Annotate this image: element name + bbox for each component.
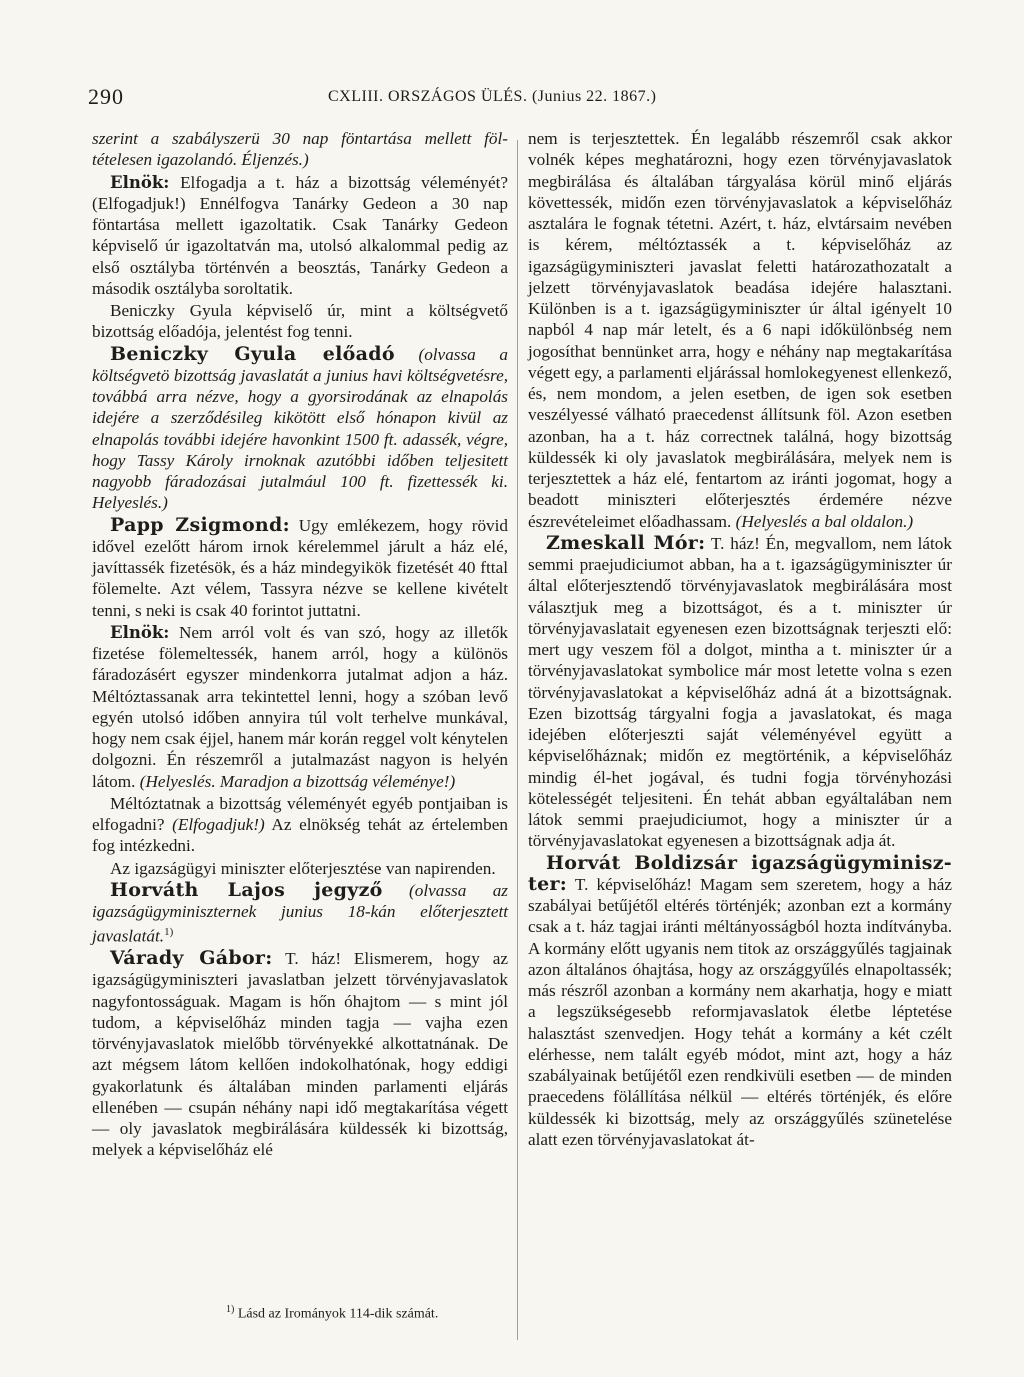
speech-text: T. ház! Elismerem, hogy az igazságügyminiszteri javaslatban jelzett törvényjavaslatok nagyfontosságuak. Magam is hőn óhajtom — s mint jól tudom, a képviselőház minden tagja — vajha ezen törvényjavaslatok mielőbb törvényekké alkottatnának. De azt mégsem látom kellően indokolhatónak, hogy eddigi gyakorlatunk és általában minden parlamenti eljárás ellenében — csupán néhány napi idő megtakarítása végett — oly javaslatok megbirálására küldessék ki bizottság, melyek a képviselőház elé — [92, 949, 508, 1160]
paragraph — [92, 515, 508, 621]
paragraph — [528, 128, 952, 532]
right-column — [528, 128, 952, 1151]
page-header — [88, 84, 954, 112]
paragraph — [92, 793, 508, 857]
footnote-mark: 1) — [226, 1304, 235, 1315]
speaker-name: Horvát Boldizsár igazságügyminisz-ter: — [528, 851, 952, 895]
paragraph — [92, 880, 508, 947]
remark: (Helyeslés a bal oldalon.) — [735, 511, 914, 531]
speech-text: Nem arról volt és van szó, hogy az illetők fizetése fölemeltessék, hanem arról, hogy a különös fáradozásért egyszer mindenkorra jutalmat adjon a ház. Méltóztassanak arra tekintettel lenni, hogy a szóban levő egyén utolsó időben annyira túl volt terhelve munkával, hogy nem csak éjjel, hanem már korán reggel volt kénytelen dolgozni. Én részemről a jutalmazást nagyon is helyén látom. — [92, 622, 509, 791]
speech-text: Az elnökség tehát az értelemben fog intézkedni. — [92, 815, 508, 856]
speech-text: T. ház! Én, megvallom, nem látok semmi praejudiciumot abban, ha a t. igazságügyminiszter úr által előterjesztendő törvényjavaslatok megbirálására most választjuk meg a bizottságot, és a t. miniszter úr törvényjavaslatait egyenesen ezen bizottságnak terjeszti elő: mert ugy veszem föl a dolgot, mintha a t. miniszter úr a törvényjavaslatokat symbolice már most letette volna s ezen törvényjavaslatokat a képviselőház adná át a bizottságnak. Ezen bizottság tárgyalni fogja a javaslatokat, és maga idejében előterjeszti saját véleményével együtt a képviselőháznak; midőn ez megtörténik, a képviselőház mindig él-het jogával, és tudni fogja törvényhozási kötelességét teljesiteni. Én tehát abban egyáltalában nem látok semmi praejudiciumot, hogy a miniszter úr a törvényjavaslatokat egyenesen a bizottságnak adja át. — [528, 533, 952, 851]
remark: (Helyeslés. Maradjon a bizottság véleménye!) — [139, 771, 456, 791]
speech-text: (olvassa az igazságügyminiszternek junius 18-kán előterjesztett javaslatát. — [92, 880, 508, 946]
paragraph — [92, 344, 508, 514]
speaker-name: Elnök: — [110, 172, 170, 192]
paragraph — [92, 172, 508, 300]
remark: (Elfogadjuk!) — [172, 815, 265, 834]
paragraph — [528, 853, 952, 1151]
footnote-text: Lásd az Irományok 114-dik számát. — [237, 1306, 439, 1322]
speech-text: Méltóztatnak a bizottság véleményét egyéb pontjaiban is elfogadni? — [92, 793, 508, 834]
paragraph — [92, 622, 508, 792]
speech-text: nem is terjesztettek. Én legalább részemről csak akkor volnék képes meghatározni, hogy ezen törvényjavaslatok megbirálása és általában tárgyalása körül minő eljárás követtessék, midőn ezen törvényjavaslatok a képviselőház asztalára le fognak tétetni. Azért, t. ház, elvtársaim nevében is kérem, méltóztassék a t. képviselőház az igazságügyminiszteri javaslat feletti határozathozatalt a jelzett törvényjavaslatok beadása idejére halasztani. Különben is a t. igazságügyminiszter úr által igényelt 10 napból 4 nap már letelt, és a 6 napi időkülönbség nem jogosíthat bennünket arra, hogy e néhány nap megtakarítása végett egy, a parlamenti eljárással homlokegyenest ellenkező, és, nem mondom, a jelen esetben, de igen sok esetben veszélyessé válható praecedenst állítsunk föl. Azon esetben azonban, ha a t. ház correctnek találná, hogy bizottság küldessék ki oly javaslatok megbirálására, melyek nem is terjesztettek a ház elé, fentartom az iránti jogomat, hogy a beadott miniszteri előterjesztés érdemére nézve észrevételeimet előadhassam. — [528, 129, 952, 531]
speaker-name: Elnök: — [110, 622, 170, 642]
speech-text: (olvassa a költségvetö bizottság javaslatát a junius havi költségvetésre, továbbá arra nézve, hogy a gyorsirodának az elnapolás idejére a szerződésileg kikötött első hónapon kivül az elnapolás további idejére havonkint 1500 ft. adassék, végre, hogy Tassy Károly irnoknak azutóbbi időben teljesitett nagyobb fáradozásai jutalmául 100 ft. fizettessék ki. Helyeslés.) — [92, 344, 508, 513]
speaker-name: Papp Zsigmond: — [110, 513, 290, 536]
page-number: 290 — [88, 84, 124, 109]
footnote-ref: 1) — [164, 926, 174, 939]
speaker-name: Beniczky Gyula előadó — [110, 342, 395, 365]
running-head: CXLIII. ORSZÁGOS ÜLÉS. (Junius 22. 1867.) — [328, 88, 657, 105]
speaker-name: Zmeskall Mór: — [546, 531, 706, 554]
column-divider — [517, 140, 518, 1340]
left-column — [92, 128, 508, 1162]
paragraph — [528, 533, 952, 852]
speech-text: T. képviselőház! Magam sem szeretem, hogy a ház szabályai betűjétől eltérés történjék; azonban ezt a kormány csak a t. ház tagjai iránti méltányosságból hozta indítványba. A kormány előtt ugyanis nem titok az országgyűlés tagjainak azon általános óhajtása, hogy az országgyűlés elnapoltassék; más részről azonban a kormány nem akarhatja, hogy e miatt a legszükségesebb reformjavaslatok életbe léptetése halasztást szenvedjen. Hogy tehát a kormány a két czélt elérhesse, nem talált egyéb módot, mint azt, hogy a ház szabályainak betűjétől ezen rendkivüli esetben — de minden praecedens fölállítása nélkül — eltérés történjék, és előre küldessék ki bizottság, mely az országgyűlés szünetelése alatt ezen törvényjavaslatokat át- — [528, 874, 952, 1149]
paragraph: Beniczky Gyula képviselő úr, mint a költségvető bizottság előadója, jelentést fog tenni. — [92, 301, 508, 342]
speech-text: Ugy emlékezem, hogy rövid idővel ezelőtt három irnok kérelemmel járult a ház elé, javíttassék fizetésök, és a ház mindegyikök fizetését 40 fttal fölemelte. Azt vélem, Tassyra nézve se kellene kivételt tenni, s neki is csak 40 forintot juttatni. — [92, 515, 508, 620]
speech-text: Elfogadja a t. ház a bizottság véleményét? (Elfogadjuk!) Ennélfogva Tanárky Gedeon a 30 nap föntartása mellett igazoltatik. Csak Tanárky Gedeon képviselő úr igazoltatván ma, utolsó alkalommal pedig az első osztályba történvén a beosztás, Tanárky Gedeon a második osztályba soroltatik. — [92, 172, 509, 298]
paragraph: Az igazságügyi miniszter előterjesztése van napirenden. — [110, 858, 496, 878]
speaker-name: Horváth Lajos jegyző — [110, 878, 383, 901]
footnote — [226, 1304, 438, 1323]
speaker-name: Várady Gábor: — [110, 947, 273, 970]
paragraph: szerint a szabályszerü 30 nap föntartása mellett föl-tételesen igazolandó. Éljenzés.) — [92, 129, 508, 170]
paragraph — [92, 948, 508, 1161]
